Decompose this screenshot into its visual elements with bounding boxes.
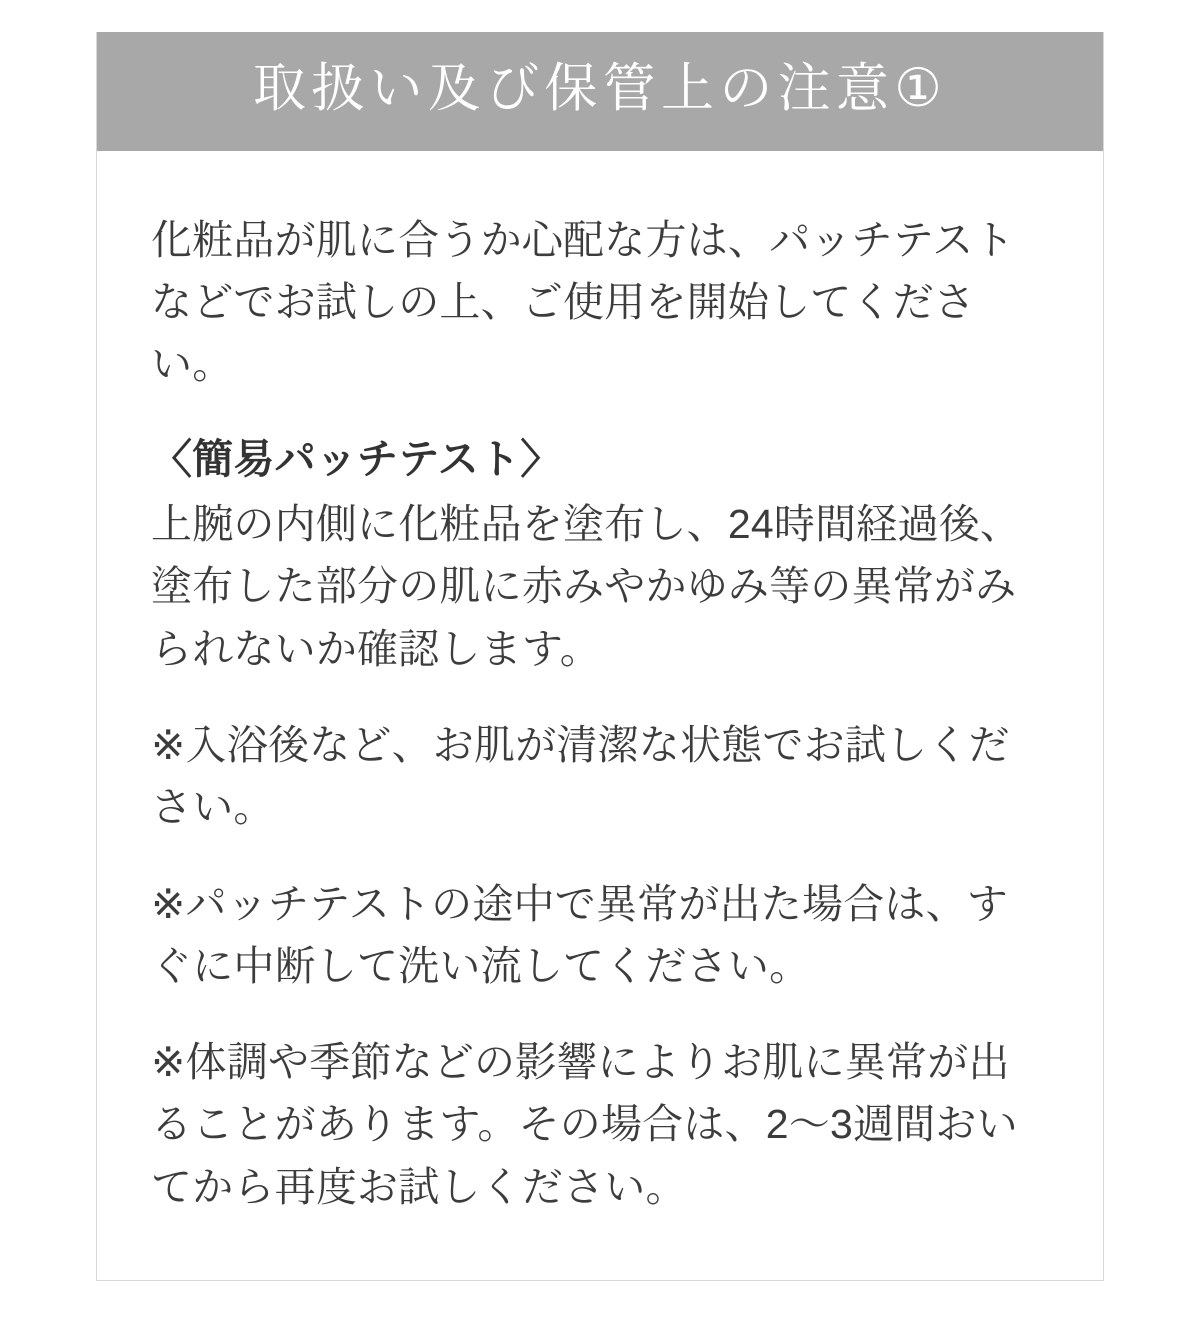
intro-paragraph: 化粧品が肌に合うか心配な方は、パッチテストなどでお試しの上、ご使用を開始してください。 bbox=[151, 216, 1015, 388]
notice-card bbox=[96, 32, 1104, 1281]
patch-test-description: 上腕の内側に化粧品を塗布し、24時間経過後、塗布した部分の肌に赤みやかゆみ等の異常がみられないか確認します。 bbox=[151, 500, 1022, 672]
note-item-3: ※体調や季節などの影響によりお肌に異常が出ることがあります。その場合は、2〜3週間おいてから再度お試しください。 bbox=[151, 1039, 1018, 1210]
card-body bbox=[97, 151, 1103, 1281]
patch-test-heading: 〈簡易パッチテスト〉 bbox=[151, 436, 562, 483]
patch-test-block bbox=[151, 429, 1049, 679]
card-title: 取扱い及び保管上の注意① bbox=[97, 32, 1103, 151]
note-item-2: ※パッチテストの途中で異常が出た場合は、すぐに中断して洗い流してください。 bbox=[151, 880, 1009, 989]
note-item-1: ※入浴後など、お肌が清潔な状態でお試しください。 bbox=[151, 721, 1010, 831]
